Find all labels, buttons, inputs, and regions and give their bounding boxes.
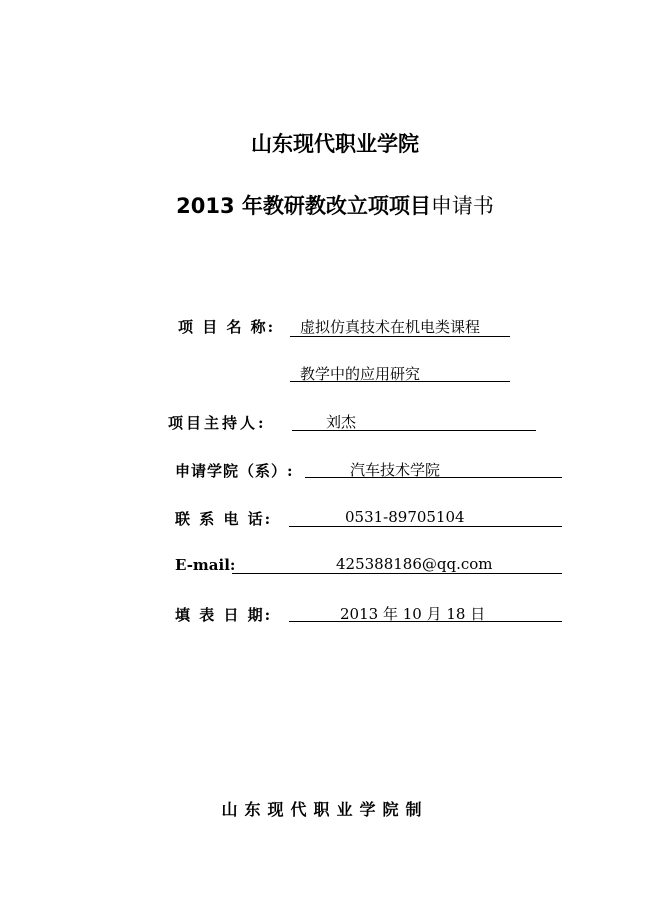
project-name-line2: 教学中的应用研究: [300, 365, 421, 383]
project-name-underline-1: [290, 336, 510, 337]
project-name-underline-2: [290, 381, 510, 382]
issuer-footer: 山东现代职业学院制: [221, 800, 429, 819]
date-label: 填 表 日 期:: [175, 606, 273, 624]
document-title-suffix: 申请书: [430, 194, 494, 218]
host-value: 刘杰: [326, 413, 357, 431]
document-title-main: 2013 年教研教改立项项目: [176, 194, 431, 218]
school-title: 山东现代职业学院: [251, 132, 419, 156]
department-value: 汽车技术学院: [350, 461, 441, 479]
document-title: [0, 190, 650, 220]
host-underline: [292, 430, 536, 431]
project-name-label: 项 目 名 称:: [178, 318, 276, 336]
project-name-line1: 虚拟仿真技术在机电类课程: [300, 318, 481, 336]
department-underline: [305, 477, 562, 478]
date-value: 2013 年 10 月 18 日: [340, 605, 486, 623]
phone-underline: [289, 526, 562, 527]
email-label: E-mail:: [175, 556, 236, 574]
host-label: 项目主持人:: [168, 414, 267, 432]
phone-value: 0531-89705104: [345, 508, 465, 526]
email-underline: [232, 573, 562, 574]
department-label: 申请学院（系）:: [175, 462, 294, 480]
phone-label: 联 系 电 话:: [175, 510, 273, 528]
date-underline: [289, 621, 562, 622]
email-value: 425388186@qq.com: [336, 555, 493, 573]
